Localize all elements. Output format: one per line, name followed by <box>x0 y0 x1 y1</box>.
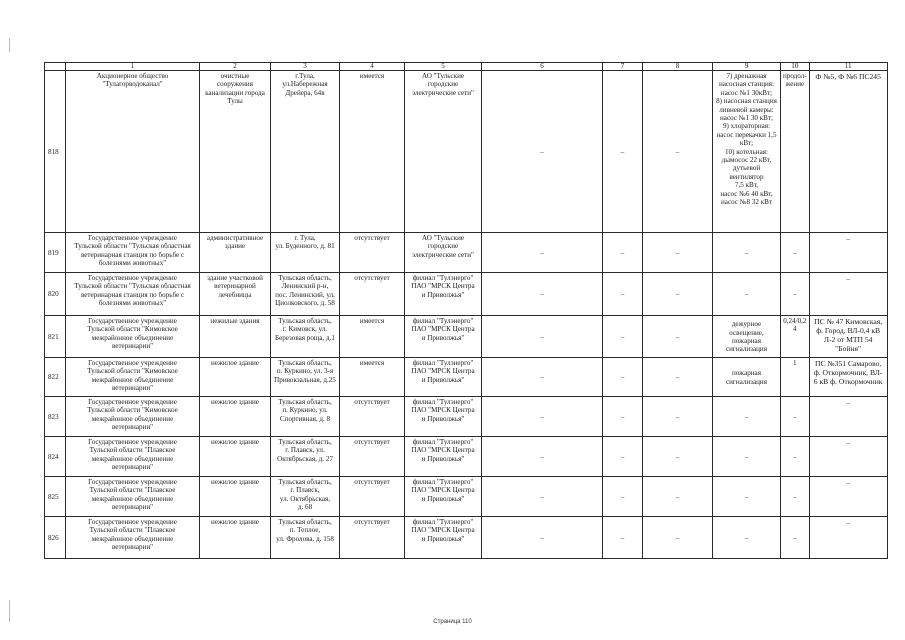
organization-cell: Государственное учреждение Тульской области "Тульская областная ветеринарная станция по борьбе с болезнями животных" <box>66 273 200 316</box>
equipment-cell: – <box>713 477 781 517</box>
column-number: 9 <box>713 63 781 71</box>
table-row <box>45 477 888 517</box>
row-number: 818 <box>45 71 66 233</box>
supplier-cell: филиал "Тулэнерго" ПАО "МРСК Центра и Приволжья" <box>405 517 482 559</box>
address-cell: Тульская область, п. Куркино, ул. 3-я Привокзальная, д.25 <box>271 358 340 397</box>
equipment-cell: – <box>713 233 781 273</box>
table-row <box>45 233 888 273</box>
col6-cell: – <box>482 316 603 358</box>
supplier-cell: филиал "Тулэнерго" ПАО "МРСК Центра и Приволжья" <box>405 477 482 517</box>
object-cell: нежилое здание <box>200 397 271 437</box>
col7-cell: – <box>603 437 643 477</box>
equipment-cell: 7) дренажная насосная станция: насос №1 30кВт; 8) насосная станция ливневой камеры: насос №1 30 кВт; 9) хлораторная: насос перекачки 1,5 кВт; 10) котельная: дымосос 22 кВт, дутьевой вентилятор 7,5 кВт, насос №6 40 кВт, насос №8 32 кВт <box>713 71 781 233</box>
capacity-cell: 0,24/0,2 4 <box>781 316 810 358</box>
col6-cell: – <box>482 233 603 273</box>
organization-cell: Государственное учреждение Тульской области "Кимовское межрайонное объединение ветеринарии" <box>66 316 200 358</box>
column-number: 10 <box>781 63 810 71</box>
organization-cell: Акционерное общество "Тулагорводоканал" <box>66 71 200 233</box>
header-blank-cell <box>45 63 66 71</box>
scan-edge-mark <box>9 38 10 52</box>
col8-cell: – <box>643 517 713 559</box>
column-number: 3 <box>271 63 340 71</box>
col7-cell: – <box>603 477 643 517</box>
object-cell: очистные сооружения канализации города Тулы <box>200 71 271 233</box>
feeder-cell: – <box>809 517 887 559</box>
column-number: 6 <box>482 63 603 71</box>
feeder-cell: – <box>809 477 887 517</box>
organization-cell: Государственное учреждение Тульской области "Тульская областная ветеринарная станция по борьбе с болезнями животных" <box>66 233 200 273</box>
address-cell: Тульская область, г. Плавск, ул. Октябрьская, д. 68 <box>271 477 340 517</box>
address-cell: Тульская область, п. Куркино, ул. Спортивная, д. 8 <box>271 397 340 437</box>
availability-cell: имеется <box>340 358 405 397</box>
capacity-cell: 1 <box>781 358 810 397</box>
supplier-cell: АО "Тульские городские электрические сети" <box>405 233 482 273</box>
object-cell: административное здание <box>200 233 271 273</box>
availability-cell: отсутствует <box>340 233 405 273</box>
column-number: 8 <box>643 63 713 71</box>
supplier-cell: филиал "Тулэнерго" ПАО "МРСК Центра и Приволжья" <box>405 358 482 397</box>
capacity-cell: – <box>781 273 810 316</box>
col7-cell: – <box>603 397 643 437</box>
address-cell: Тульская область, г. Плавск, ул. Октябрьская, д. 27 <box>271 437 340 477</box>
row-number: 820 <box>45 273 66 316</box>
address-cell: Тульская область, п. Теплое, ул. Фролова, д. 158 <box>271 517 340 559</box>
column-number: 1 <box>66 63 200 71</box>
col6-cell: – <box>482 71 603 233</box>
feeder-cell: – <box>809 233 887 273</box>
organization-cell: Государственное учреждение Тульской области "Плавское межрайонное объединение ветеринарии" <box>66 517 200 559</box>
availability-cell: отсутствует <box>340 437 405 477</box>
capacity-cell: – <box>781 397 810 437</box>
feeder-cell: – <box>809 397 887 437</box>
col8-cell: – <box>643 273 713 316</box>
column-number: 7 <box>603 63 643 71</box>
col7-cell: – <box>603 273 643 316</box>
capacity-cell: – <box>781 233 810 273</box>
col7-cell: – <box>603 71 643 233</box>
row-number: 825 <box>45 477 66 517</box>
table-row <box>45 71 888 233</box>
feeder-cell: – <box>809 437 887 477</box>
availability-cell: отсутствует <box>340 517 405 559</box>
equipment-cell: дежурное освещение, пожарная сигнализация <box>713 316 781 358</box>
address-cell: г. Тула, ул. Буденного, д. 81 <box>271 233 340 273</box>
object-cell: нежилое здание <box>200 517 271 559</box>
organization-cell: Государственное учреждение Тульской области "Плавское межрайонное объединение ветеринарии" <box>66 437 200 477</box>
supplier-cell: филиал "Тулэнерго" ПАО "МРСК Центра и Приволжья" <box>405 273 482 316</box>
address-cell: Тульская область, г. Кимовск, ул. Березовая роща, д.1 <box>271 316 340 358</box>
object-cell: нежилые здания <box>200 316 271 358</box>
table-row <box>45 316 888 358</box>
col7-cell: – <box>603 358 643 397</box>
feeder-cell: ПС № 47 Кимовская, ф. Город, ВЛ-0,4 кВ Л-2 от МТП 54 "Бойня" <box>809 316 887 358</box>
equipment-cell: – <box>713 397 781 437</box>
availability-cell: отсутствует <box>340 397 405 437</box>
table-row <box>45 517 888 559</box>
col6-cell: – <box>482 273 603 316</box>
column-number: 5 <box>405 63 482 71</box>
col8-cell: – <box>643 477 713 517</box>
col6-cell: – <box>482 517 603 559</box>
supplier-cell: АО "Тульские городские электрические сети" <box>405 71 482 233</box>
col8-cell: – <box>643 316 713 358</box>
object-cell: нежилое здание <box>200 358 271 397</box>
col8-cell: – <box>643 71 713 233</box>
row-number: 821 <box>45 316 66 358</box>
table-row <box>45 358 888 397</box>
organization-cell: Государственное учреждение Тульской области "Плавское межрайонное объединение ветеринарии" <box>66 477 200 517</box>
col6-cell: – <box>482 397 603 437</box>
column-number: 4 <box>340 63 405 71</box>
col7-cell: – <box>603 316 643 358</box>
organization-cell: Государственное учреждение Тульской области "Кимовское межрайонное объединение ветеринарии" <box>66 397 200 437</box>
table-row <box>45 437 888 477</box>
table-row <box>45 397 888 437</box>
row-number: 823 <box>45 397 66 437</box>
supplier-cell: филиал "Тулэнерго" ПАО "МРСК Центра и Приволжья" <box>405 437 482 477</box>
organization-cell: Государственное учреждение Тульской области "Кимовское межрайонное объединение ветеринарии" <box>66 358 200 397</box>
column-number-row <box>45 63 888 71</box>
col7-cell: – <box>603 517 643 559</box>
col6-cell: – <box>482 437 603 477</box>
row-number: 826 <box>45 517 66 559</box>
capacity-cell: – <box>781 437 810 477</box>
capacity-cell: продол- жение <box>781 71 810 233</box>
availability-cell: имеется <box>340 316 405 358</box>
equipment-cell: – <box>713 273 781 316</box>
capacity-cell: – <box>781 477 810 517</box>
column-number: 11 <box>809 63 887 71</box>
col6-cell: – <box>482 477 603 517</box>
col6-cell: – <box>482 358 603 397</box>
equipment-cell: – <box>713 437 781 477</box>
col7-cell: – <box>603 233 643 273</box>
col8-cell: – <box>643 397 713 437</box>
row-number: 819 <box>45 233 66 273</box>
equipment-cell: – <box>713 517 781 559</box>
row-number: 824 <box>45 437 66 477</box>
capacity-cell: – <box>781 517 810 559</box>
feeder-cell: Ф №5, Ф №6 ПС245 <box>809 71 887 233</box>
column-number: 2 <box>200 63 271 71</box>
object-cell: здание участковой ветеринарной лечебницы <box>200 273 271 316</box>
equipment-cell: пожарная сигнализация <box>713 358 781 397</box>
availability-cell: имеется <box>340 71 405 233</box>
supplier-cell: филиал "Тулэнерго" ПАО "МРСК Центра и Приволжья" <box>405 397 482 437</box>
feeder-cell: – <box>809 273 887 316</box>
page-footer: Страница 110 <box>433 619 472 625</box>
address-cell: Тульская область, Ленинский р-н, пос. Ленинский, ул. Циолковского, д. 58 <box>271 273 340 316</box>
object-cell: нежилое здание <box>200 437 271 477</box>
col8-cell: – <box>643 358 713 397</box>
table-row <box>45 273 888 316</box>
address-cell: г.Тула, ул.Набережная Дрейера, 64в <box>271 71 340 233</box>
feeder-cell: ПС №351 Самарово, ф. Откормочник, ВЛ- 6 кВ ф. Откормочник <box>809 358 887 397</box>
document-table <box>44 62 888 559</box>
row-number: 822 <box>45 358 66 397</box>
supplier-cell: филиал "Тулэнерго" ПАО "МРСК Центра и Приволжья" <box>405 316 482 358</box>
col8-cell: – <box>643 437 713 477</box>
availability-cell: отсутствует <box>340 477 405 517</box>
col8-cell: – <box>643 233 713 273</box>
object-cell: нежилое здание <box>200 477 271 517</box>
availability-cell: отсутствует <box>340 273 405 316</box>
